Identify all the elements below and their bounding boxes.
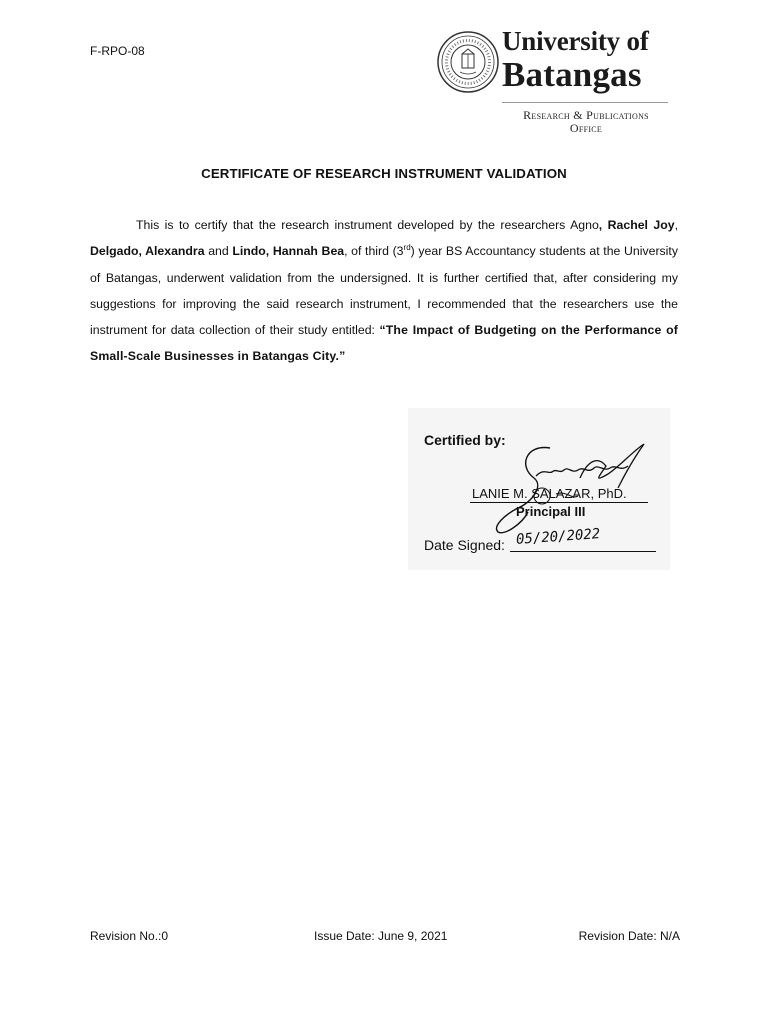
body-comma: , bbox=[598, 218, 603, 232]
researcher-name-1: Rachel Joy bbox=[607, 218, 675, 232]
researcher-name-3: Lindo, Hannah Bea bbox=[232, 244, 345, 259]
office-name-line2: Office bbox=[569, 121, 603, 135]
study-title: “The Impact of Budgeting on the Performance of Small-Scale Businesses in Batangas City.” bbox=[90, 323, 679, 364]
signature-block bbox=[408, 408, 670, 570]
header-divider bbox=[502, 102, 668, 103]
certified-by-label: Certified by: bbox=[424, 432, 506, 448]
body-comma: , bbox=[674, 218, 678, 232]
researcher-name-2: Delgado, Alexandra bbox=[90, 244, 205, 259]
office-name-line1: Research & Publications bbox=[523, 108, 649, 122]
date-signed-label: Date Signed: bbox=[424, 537, 505, 553]
university-name-line1: University of bbox=[502, 26, 649, 56]
revision-date: Revision Date: N/A bbox=[578, 929, 680, 943]
date-signed-value: 05/20/2022 bbox=[515, 526, 601, 548]
body-year-post: ) year BS Accountancy students at the University of Batangas, underwent validation from the undersigned. It is further certified that, after considering my suggestions for improving the said research instrument, I recommended that the researchers use the instrument for data collection of their study entitled: bbox=[90, 244, 678, 338]
body-intro: This is to certify that the research instrument developed by the researchers Agno bbox=[136, 218, 599, 232]
revision-number: Revision No.:0 bbox=[90, 929, 169, 943]
issue-date: Issue Date: June 9, 2021 bbox=[314, 929, 448, 943]
university-name bbox=[502, 28, 649, 92]
university-seal-icon bbox=[436, 30, 500, 94]
body-year-sup: rd bbox=[403, 243, 411, 253]
signer-name: LANIE M. SALAZAR, PhD. bbox=[472, 486, 627, 501]
certificate-title: CERTIFICATE OF RESEARCH INSTRUMENT VALIDATION bbox=[201, 166, 567, 181]
handwritten-signature bbox=[448, 438, 668, 534]
signer-position: Principal III bbox=[516, 504, 586, 519]
university-name-line2: Batangas bbox=[502, 55, 642, 94]
certificate-body bbox=[90, 212, 678, 370]
body-year-pre: , of third (3 bbox=[344, 244, 404, 259]
body-and: and bbox=[208, 244, 229, 259]
office-name bbox=[500, 109, 672, 135]
form-code: F-RPO-08 bbox=[90, 44, 145, 58]
date-signed-underline bbox=[510, 551, 656, 552]
